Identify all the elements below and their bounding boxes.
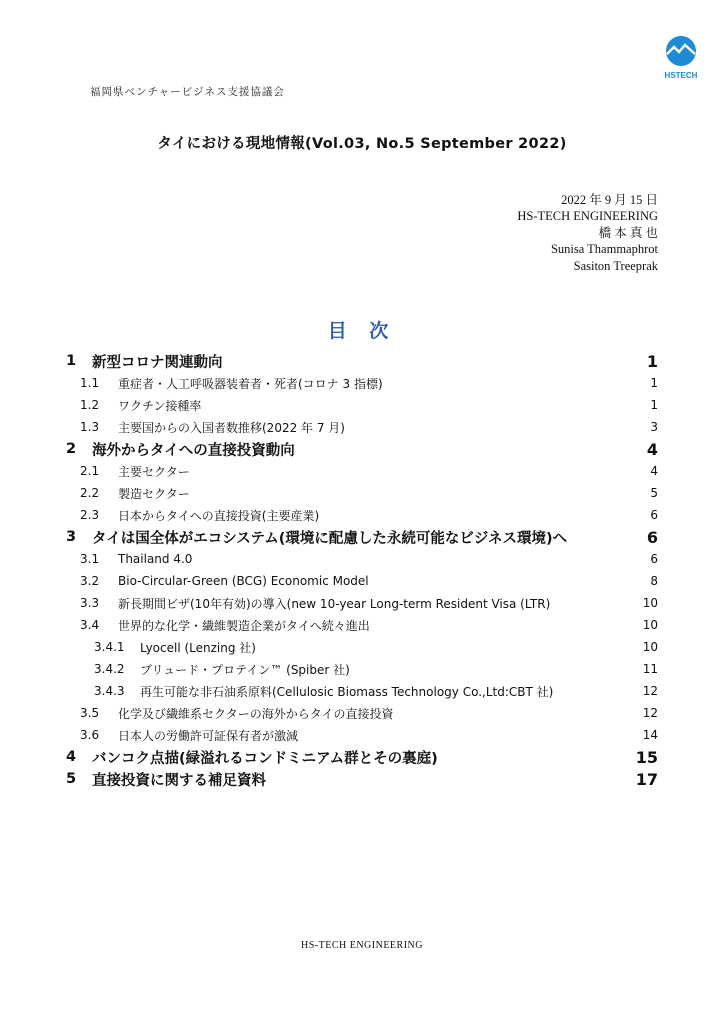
toc-entry[interactable] — [66, 746, 658, 768]
svg-text:HSTECH: HSTECH — [664, 71, 698, 80]
toc-entry-number: 2.2 — [80, 486, 100, 500]
toc-entry-page: 1 — [650, 398, 658, 412]
author-name: 橋 本 真 也 — [598, 225, 658, 240]
toc-entry[interactable] — [66, 570, 658, 592]
document-title: タイにおける現地情報(Vol.03, No.5 September 2022) — [157, 136, 567, 152]
toc-entry-title: 日本人の労働許可証保有者が激減 — [118, 728, 299, 743]
toc-heading: 目 次 — [327, 320, 397, 342]
toc-entry-title: バンコク点描(緑溢れるコンドミニアム群とその裏庭) — [92, 750, 438, 767]
toc-entry-page: 4 — [650, 464, 658, 478]
toc-entry-title: Lyocell (Lenzing 社) — [140, 640, 256, 655]
toc-entry-number: 3 — [66, 529, 77, 545]
toc-entry-page: 12 — [642, 706, 658, 720]
toc-entry-number: 3.1 — [80, 552, 100, 566]
toc-entry-page: 8 — [650, 574, 658, 588]
toc-entry-number: 1.3 — [80, 420, 100, 434]
toc-entry-title: 再生可能な非石油系原料(Cellulosic Biomass Technology Co.,Ltd:CBT 社) — [140, 684, 554, 699]
toc-entry-page: 15 — [635, 747, 658, 767]
toc-entry[interactable] — [66, 526, 658, 548]
toc-entry-title: 化学及び繊維系セクターの海外からタイの直接投資 — [118, 706, 394, 721]
toc-entry-title: 直接投資に関する補足資料 — [92, 772, 266, 789]
toc-entry-number: 3.6 — [80, 728, 100, 742]
toc-entry-number: 4 — [66, 749, 77, 765]
toc-entry[interactable] — [66, 724, 658, 746]
toc-entry-page: 6 — [646, 527, 658, 547]
toc-entry-title: 重症者・人工呼吸器装着者・死者(コロナ 3 指標) — [118, 376, 383, 391]
toc-entry-title: タイは国全体がエコシステム(環境に配慮した永続可能なビジネス環境)へ — [92, 530, 568, 547]
toc-entry-page: 10 — [642, 640, 658, 654]
toc-entry[interactable] — [66, 504, 658, 526]
toc-entry-number: 2.1 — [80, 464, 100, 478]
toc-entry-number: 3.5 — [80, 706, 100, 720]
toc-entry[interactable] — [66, 416, 658, 438]
toc-entry-number: 3.2 — [80, 574, 100, 588]
toc-entry[interactable] — [66, 394, 658, 416]
toc-entry[interactable] — [66, 350, 658, 372]
toc-entry-number: 2.3 — [80, 508, 100, 522]
toc-entry-page: 10 — [642, 618, 658, 632]
toc-entry-page: 3 — [650, 420, 658, 434]
toc-entry[interactable] — [66, 680, 658, 702]
toc-entry-number: 3.4.3 — [94, 684, 125, 698]
toc-entry-number: 3.4.1 — [94, 640, 125, 654]
author-name: Sunisa Thammaphrot — [550, 242, 658, 257]
toc-entry-title: 世界的な化学・繊維製造企業がタイへ続々進出 — [118, 618, 370, 633]
toc-entry-number: 5 — [66, 771, 77, 787]
toc-entry[interactable] — [66, 636, 658, 658]
issue-date: 2022 年 9 月 15 日 — [561, 193, 658, 207]
toc-entry-number: 1 — [66, 353, 77, 369]
toc-entry-title: ブリュード・プロテイン™ (Spiber 社) — [140, 662, 350, 677]
toc-entry-number: 1.1 — [80, 376, 100, 390]
organization-name: 福岡県ベンチャービジネス支援協議会 — [90, 86, 285, 98]
toc-entry[interactable] — [66, 482, 658, 504]
toc-entry-title: 海外からタイへの直接投資動向 — [92, 442, 295, 459]
table-of-contents — [66, 350, 658, 790]
toc-entry-number: 3.3 — [80, 596, 100, 610]
toc-entry-title: ワクチン接種率 — [118, 398, 202, 413]
toc-entry[interactable] — [66, 592, 658, 614]
toc-entry-page: 17 — [635, 769, 658, 789]
toc-entry-title: 製造セクター — [118, 486, 190, 501]
toc-entry-number: 2 — [66, 441, 77, 457]
toc-entry-number: 3.4 — [80, 618, 100, 632]
toc-entry-page: 6 — [650, 552, 658, 566]
toc-entry-page: 11 — [642, 662, 658, 676]
toc-entry[interactable] — [66, 548, 658, 570]
toc-entry-title: Bio-Circular-Green (BCG) Economic Model — [118, 574, 369, 588]
toc-entry-title: 主要セクター — [118, 464, 190, 479]
toc-entry-number: 3.4.2 — [94, 662, 125, 676]
toc-entry[interactable] — [66, 372, 658, 394]
toc-entry[interactable] — [66, 438, 658, 460]
toc-entry[interactable] — [66, 658, 658, 680]
toc-entry[interactable] — [66, 702, 658, 724]
toc-entry-page: 1 — [650, 376, 658, 390]
toc-entry-number: 1.2 — [80, 398, 100, 412]
company-name: HS-TECH ENGINEERING — [517, 209, 658, 224]
toc-entry-title: 新長期間ビザ(10年有効)の導入(new 10-year Long-term Resident Visa (LTR) — [118, 596, 551, 611]
document-meta — [517, 192, 658, 274]
toc-entry-title: 主要国からの入国者数推移(2022 年 7 月) — [118, 420, 345, 435]
toc-entry[interactable] — [66, 460, 658, 482]
toc-entry-title: 新型コロナ関連動向 — [92, 354, 223, 371]
toc-entry[interactable] — [66, 614, 658, 636]
toc-entry-page: 10 — [642, 596, 658, 610]
toc-entry-title: 日本からタイへの直接投資(主要産業) — [118, 508, 320, 523]
toc-entry-page: 14 — [642, 728, 658, 742]
company-logo — [664, 36, 698, 82]
toc-entry-page: 5 — [650, 486, 658, 500]
toc-entry-title: Thailand 4.0 — [118, 552, 193, 566]
page-footer: HS-TECH ENGINEERING — [301, 940, 423, 951]
author-name: Sasiton Treeprak — [573, 258, 658, 273]
toc-entry-page: 4 — [646, 439, 658, 459]
toc-entry-page: 6 — [650, 508, 658, 522]
toc-entry[interactable] — [66, 768, 658, 790]
toc-entry-page: 12 — [642, 684, 658, 698]
toc-entry-page: 1 — [646, 351, 658, 371]
